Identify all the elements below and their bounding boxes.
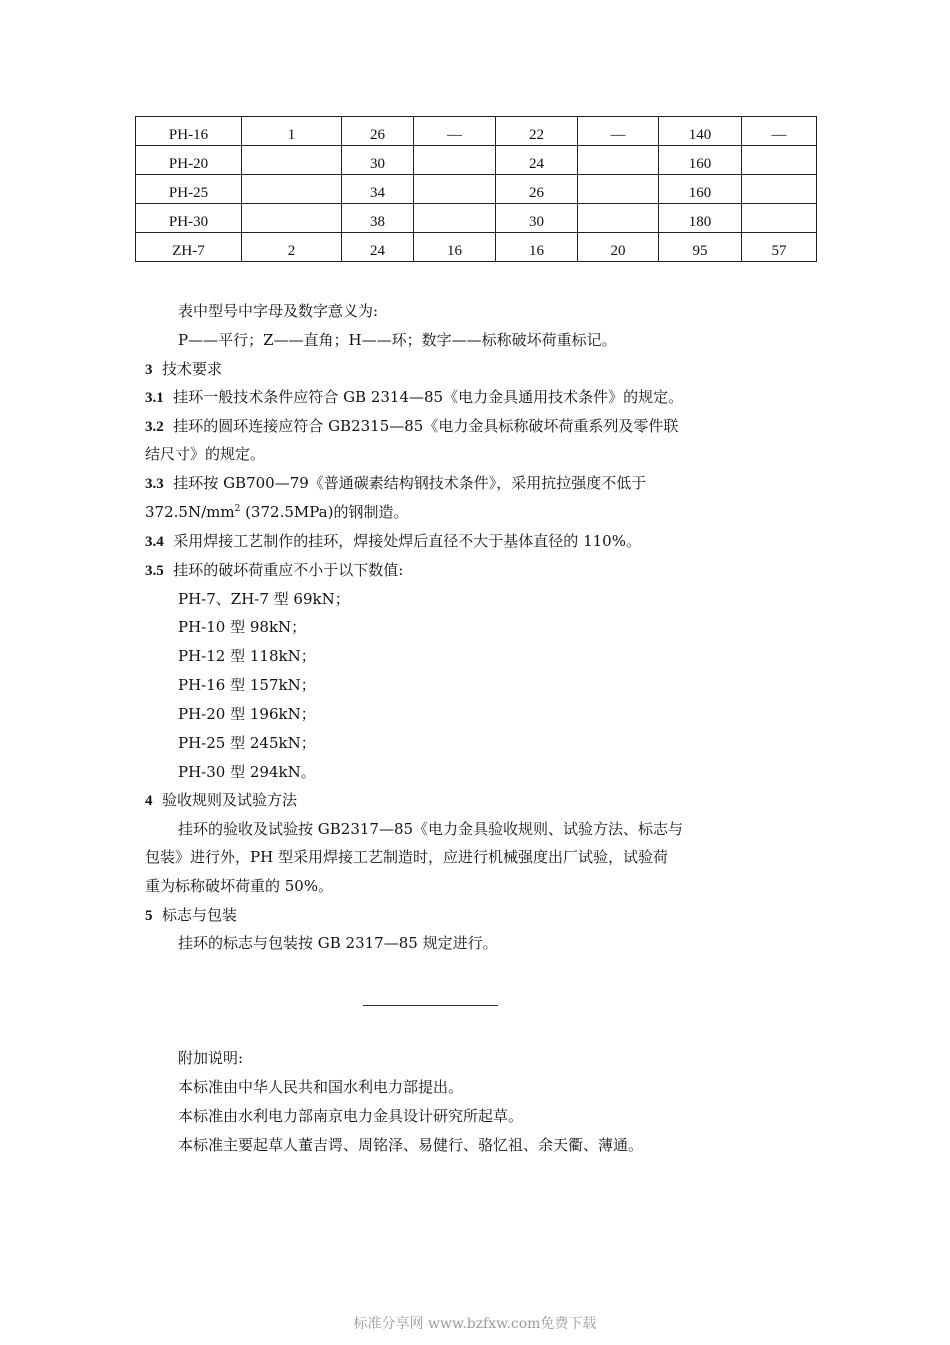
appendix-line: 本标准主要起草人董吉谔、周铭泽、易健行、骆忆祖、余天衢、薄通。 xyxy=(178,1136,644,1154)
table-cell: 95 xyxy=(659,233,742,262)
load-item: PH-30 型 294kN。 xyxy=(178,763,316,781)
table-cell: 2 xyxy=(242,233,342,262)
section-4-heading xyxy=(145,790,297,811)
table-cell: 180 xyxy=(659,204,742,233)
table-note-intro: 表中型号中字母及数字意义为: xyxy=(178,302,379,320)
table-cell xyxy=(414,175,496,204)
table-cell xyxy=(242,204,342,233)
section-4-number: 4 xyxy=(145,793,153,809)
stress-value-mpa: (372.5MPa)的钢制造。 xyxy=(240,503,409,521)
load-item: PH-12 型 118kN； xyxy=(178,647,316,665)
clause-3-4-number: 3.4 xyxy=(145,534,164,550)
table-cell xyxy=(578,146,659,175)
table-cell: 140 xyxy=(659,117,742,146)
clause-3-5 xyxy=(145,560,403,581)
appendix-title: 附加说明: xyxy=(178,1049,244,1067)
section-4-text-line3: 重为标称破坏荷重的 50%。 xyxy=(145,877,334,895)
table-cell: 160 xyxy=(659,146,742,175)
spec-table xyxy=(135,116,817,262)
separator-line xyxy=(363,1005,498,1006)
clause-3-2-text-line2: 结尺寸》的规定。 xyxy=(145,445,266,463)
clause-3-5-text: 挂环的破坏荷重应不小于以下数值: xyxy=(173,561,404,579)
table-cell: 160 xyxy=(659,175,742,204)
appendix-line: 本标准由水利电力部南京电力金具设计研究所起草。 xyxy=(178,1107,524,1125)
clause-3-2-number: 3.2 xyxy=(145,419,164,435)
table-cell: PH-20 xyxy=(136,146,242,175)
clause-3-3-text-line2 xyxy=(145,502,408,522)
section-3-heading xyxy=(145,359,222,380)
clause-3-4 xyxy=(145,531,641,552)
table-cell: 30 xyxy=(496,204,578,233)
section-5-title: 标志与包装 xyxy=(162,906,238,924)
table-cell: 24 xyxy=(342,233,414,262)
table-cell: — xyxy=(578,117,659,146)
section-5-text: 挂环的标志与包装按 GB 2317—85 规定进行。 xyxy=(178,934,498,952)
table-cell: 30 xyxy=(342,146,414,175)
section-5-number: 5 xyxy=(145,908,153,924)
table-cell: ZH-7 xyxy=(136,233,242,262)
table-cell: — xyxy=(414,117,496,146)
table-cell xyxy=(742,175,817,204)
table-cell xyxy=(742,204,817,233)
table-cell: 1 xyxy=(242,117,342,146)
table-cell: 16 xyxy=(414,233,496,262)
table-cell xyxy=(414,204,496,233)
table-cell: PH-30 xyxy=(136,204,242,233)
table-row xyxy=(136,233,817,262)
section-4-text-line2: 包装》进行外，PH 型采用焊接工艺制造时，应进行机械强度出厂试验，试验荷 xyxy=(145,848,668,866)
section-3-number: 3 xyxy=(145,362,153,378)
table-cell: PH-16 xyxy=(136,117,242,146)
table-cell xyxy=(578,175,659,204)
table-cell: 57 xyxy=(742,233,817,262)
load-item: PH-7、ZH-7 型 69kN； xyxy=(178,590,350,608)
table-cell: 34 xyxy=(342,175,414,204)
table-cell xyxy=(242,146,342,175)
table-cell: 16 xyxy=(496,233,578,262)
table-cell xyxy=(414,146,496,175)
stress-unit-exponent: 2 xyxy=(234,504,241,514)
clause-3-3 xyxy=(145,473,646,494)
table-cell xyxy=(578,204,659,233)
footer-watermark: 标准分享网 www.bzfxw.com免费下载 xyxy=(353,1316,597,1332)
load-item: PH-20 型 196kN； xyxy=(178,705,316,723)
clause-3-1-text: 挂环一般技术条件应符合 GB 2314—85《电力金具通用技术条件》的规定。 xyxy=(173,388,684,406)
table-row xyxy=(136,146,817,175)
table-cell xyxy=(242,175,342,204)
clause-3-2 xyxy=(145,416,678,437)
table-row xyxy=(136,117,817,146)
clause-3-1-number: 3.1 xyxy=(145,390,164,406)
appendix-line: 本标准由中华人民共和国水利电力部提出。 xyxy=(178,1078,464,1096)
clause-3-4-text: 采用焊接工艺制作的挂环，焊接处焊后直径不大于基体直径的 110%。 xyxy=(173,532,641,550)
table-cell: 22 xyxy=(496,117,578,146)
load-item: PH-10 型 98kN； xyxy=(178,618,307,636)
table-cell: 20 xyxy=(578,233,659,262)
section-5-heading xyxy=(145,905,237,926)
load-item: PH-16 型 157kN； xyxy=(178,676,316,694)
table-row xyxy=(136,204,817,233)
table-cell: PH-25 xyxy=(136,175,242,204)
table-cell: 38 xyxy=(342,204,414,233)
table-cell: — xyxy=(742,117,817,146)
clause-3-2-text-line1: 挂环的圆环连接应符合 GB2315—85《电力金具标称破坏荷重系列及零件联 xyxy=(173,417,679,435)
clause-3-3-number: 3.3 xyxy=(145,476,164,492)
section-3-title: 技术要求 xyxy=(162,360,223,378)
clause-3-5-number: 3.5 xyxy=(145,563,164,579)
section-4-text-line1: 挂环的验收及试验按 GB2317—85《电力金具验收规则、试验方法、标志与 xyxy=(178,820,684,838)
section-4-title: 验收规则及试验方法 xyxy=(162,791,298,809)
table-note-legend: P——平行；Z——直角；H——环；数字——标称破坏荷重标记。 xyxy=(178,331,617,349)
clause-3-3-text-line1: 挂环按 GB700—79《普通碳素结构钢技术条件》，采用抗拉强度不低于 xyxy=(173,474,647,492)
table-cell: 26 xyxy=(342,117,414,146)
table-cell: 24 xyxy=(496,146,578,175)
table-cell: 26 xyxy=(496,175,578,204)
load-item: PH-25 型 245kN； xyxy=(178,734,316,752)
stress-unit: 372.5N/mm xyxy=(145,503,235,521)
clause-3-1 xyxy=(145,387,683,408)
table-row xyxy=(136,175,817,204)
table-cell xyxy=(742,146,817,175)
